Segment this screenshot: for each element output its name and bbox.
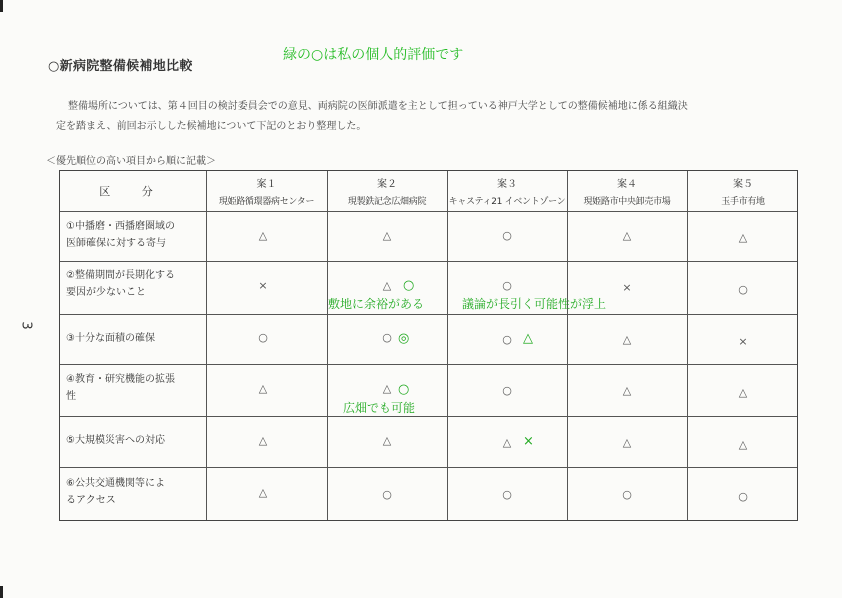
criterion-text: ⑥公共交通機関等によ <box>66 478 165 489</box>
rating-mark: × <box>738 335 748 348</box>
rating-mark: △ <box>258 434 268 447</box>
rating-mark: ○ <box>382 488 392 501</box>
plan-site: 現姫路循環器病センター <box>218 197 315 207</box>
column-header-plan3 <box>447 175 567 207</box>
rating-mark: △ <box>738 438 748 451</box>
column-header-plan1 <box>206 175 327 207</box>
rating-mark: ○ <box>738 283 748 296</box>
criterion-text: 性 <box>66 391 76 402</box>
scan-edge-mark <box>0 0 3 12</box>
rating-mark: △ <box>258 486 268 499</box>
column-header-plan5 <box>687 175 799 207</box>
criterion-text: 要因が少ないこと <box>66 287 146 298</box>
rating-mark: ○ <box>382 331 392 344</box>
green-comment: 議論が長引く可能性が浮上 <box>462 297 607 311</box>
criterion-text: ①中播磨・西播磨圏域の <box>66 221 175 232</box>
rating-mark: △ <box>622 229 632 242</box>
green-comment: 広畑でも可能 <box>343 401 416 415</box>
criterion-text: ③十分な面積の確保 <box>66 333 155 344</box>
column-header-plan4 <box>567 175 687 207</box>
rating-mark: △ <box>258 229 268 242</box>
intro-paragraph <box>56 97 796 137</box>
rating-mark: △ <box>738 386 748 399</box>
plan-name: 案１ <box>256 179 277 190</box>
rating-mark: △ <box>382 279 392 292</box>
row-divider <box>60 467 797 468</box>
row-divider <box>60 211 797 212</box>
criterion-5 <box>66 432 204 449</box>
criterion-text: るアクセス <box>66 495 116 506</box>
plan-site: 現姫路市中央卸売市場 <box>583 197 671 207</box>
criterion-2 <box>66 267 204 301</box>
rating-mark: × <box>622 281 632 294</box>
rating-mark: ○ <box>502 384 512 397</box>
criterion-6 <box>66 475 204 509</box>
page-number: 3 <box>18 321 34 330</box>
paragraph-line: 定を踏まえ、前回お示しした候補地について下記のとおり整理した。 <box>56 121 367 132</box>
criterion-3 <box>66 330 204 347</box>
rating-mark: ○ <box>502 333 512 346</box>
rating-mark: △ <box>382 434 392 447</box>
green-evaluation-mark: ◎ <box>398 331 410 346</box>
row-divider <box>60 364 797 365</box>
green-comment: 敷地に余裕がある <box>328 297 425 311</box>
personal-evaluation-note: 緑の○は私の個人的評価です <box>283 47 464 63</box>
plan-name: 案２ <box>377 179 397 190</box>
plan-site: キャスティ21 イベントゾーン <box>448 197 566 207</box>
green-evaluation-mark: ○ <box>403 278 415 293</box>
plan-site: 現製鉄記念広畑病院 <box>347 197 427 207</box>
criterion-text: ⑤大規模災害への対応 <box>66 435 165 446</box>
criterion-1 <box>66 218 204 252</box>
rating-mark: △ <box>382 382 392 395</box>
criterion-text: 医師確保に対する寄与 <box>66 238 166 249</box>
rating-mark: ○ <box>502 279 512 292</box>
rating-mark: △ <box>622 436 632 449</box>
document-title: ○新病院整備候補地比較 <box>48 59 193 74</box>
plan-name: 案５ <box>733 179 753 190</box>
plan-name: 案３ <box>497 179 517 190</box>
rating-mark: △ <box>382 229 392 242</box>
green-evaluation-mark: △ <box>523 331 533 346</box>
rating-mark: × <box>258 279 268 292</box>
rating-mark: ○ <box>258 331 268 344</box>
rating-mark: ○ <box>502 488 512 501</box>
rating-mark: △ <box>622 384 632 397</box>
criterion-4 <box>66 371 204 405</box>
rating-mark: △ <box>258 382 268 395</box>
rating-mark: △ <box>738 231 748 244</box>
priority-note: ＜優先順位の高い項目から順に記載＞ <box>46 156 216 167</box>
column-header-plan2 <box>327 175 447 207</box>
row-divider <box>60 314 797 315</box>
paragraph-line: 整備場所については、第４回目の検討委員会での意見、両病院の医師派遣を主として担っている神戸大学としての整備候補地に係る組織決 <box>68 101 688 112</box>
rating-mark: ○ <box>622 488 632 501</box>
green-evaluation-mark: ○ <box>398 382 410 397</box>
rating-mark: △ <box>622 333 632 346</box>
comparison-table <box>59 170 798 521</box>
row-divider <box>60 261 797 262</box>
plan-site: 玉手市有地 <box>721 197 765 207</box>
scan-edge-mark <box>0 586 3 598</box>
row-divider <box>60 416 797 417</box>
kubun-header: 区 分 <box>99 185 167 198</box>
plan-name: 案４ <box>617 179 637 190</box>
rating-mark: ○ <box>502 229 512 242</box>
criterion-text: ②整備期間が長期化する <box>66 270 175 281</box>
rating-mark: ○ <box>738 490 748 503</box>
green-evaluation-mark: × <box>523 434 534 449</box>
criterion-text: ④教育・研究機能の拡張 <box>66 374 175 385</box>
rating-mark: △ <box>502 436 512 449</box>
